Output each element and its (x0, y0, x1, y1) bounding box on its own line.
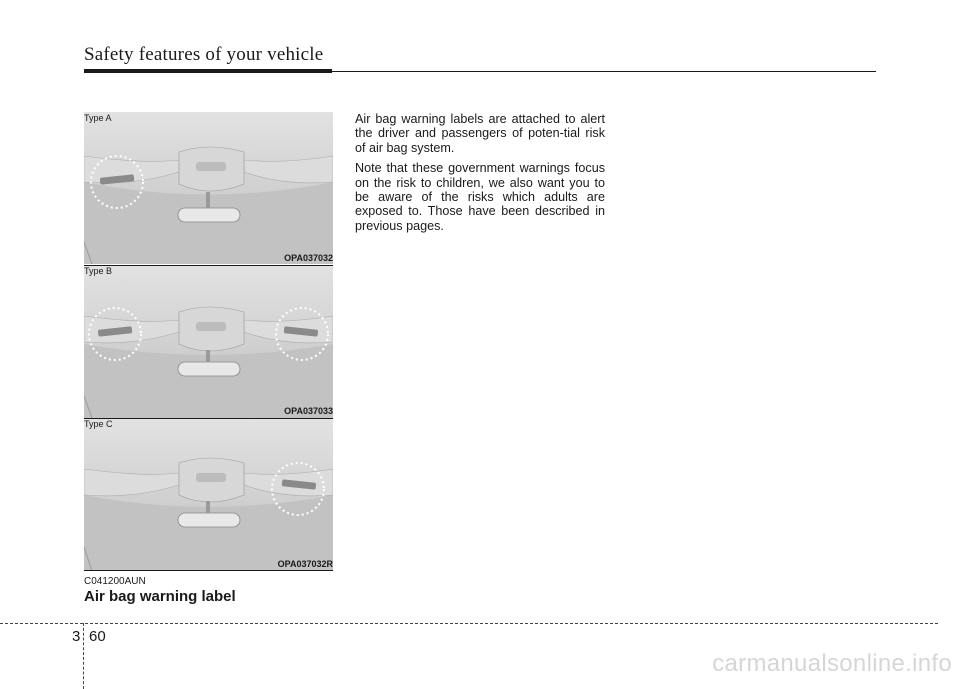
figure-type-label: Type B (84, 266, 113, 276)
body-text (355, 112, 605, 239)
page-header-title: Safety features of your vehicle (84, 44, 324, 65)
figure-type-b (84, 266, 333, 419)
watermark: carmanualsonline.info (712, 650, 952, 677)
figure-code: OPA037032 (284, 253, 333, 263)
photo-type-c (84, 419, 333, 571)
body-paragraph: Note that these government warnings focus on the risk to children, we also want you to be aware of the risks which adults are exposed to. Those have been described in previous pages. (355, 161, 605, 233)
chapter-number: 3 (72, 628, 81, 645)
figure-type-c (84, 419, 333, 571)
header-rule-thin (84, 71, 876, 72)
photo-type-a (84, 112, 333, 264)
sun-visor-label-photo (84, 419, 333, 571)
sun-visor-label-photo (84, 112, 333, 264)
figure-type-label: Type C (84, 419, 113, 429)
footer-dashed-rule (0, 623, 938, 624)
footer-vertical-dashed-rule (83, 623, 84, 689)
figure-type-a (84, 112, 333, 266)
body-paragraph: Air bag warning labels are attached to alert the driver and passengers of poten-tial risk of air bag system. (355, 112, 605, 155)
figure-code: OPA037033 (284, 406, 333, 416)
sun-visor-label-photo (84, 266, 333, 418)
document-code: C041200AUN (84, 576, 146, 587)
page-number: 60 (89, 628, 106, 645)
section-heading: Air bag warning label (84, 588, 236, 605)
figure-type-label: Type A (84, 113, 112, 123)
photo-type-b (84, 266, 333, 418)
figure-rule (84, 570, 333, 571)
figure-code: OPA037032R (277, 559, 333, 569)
